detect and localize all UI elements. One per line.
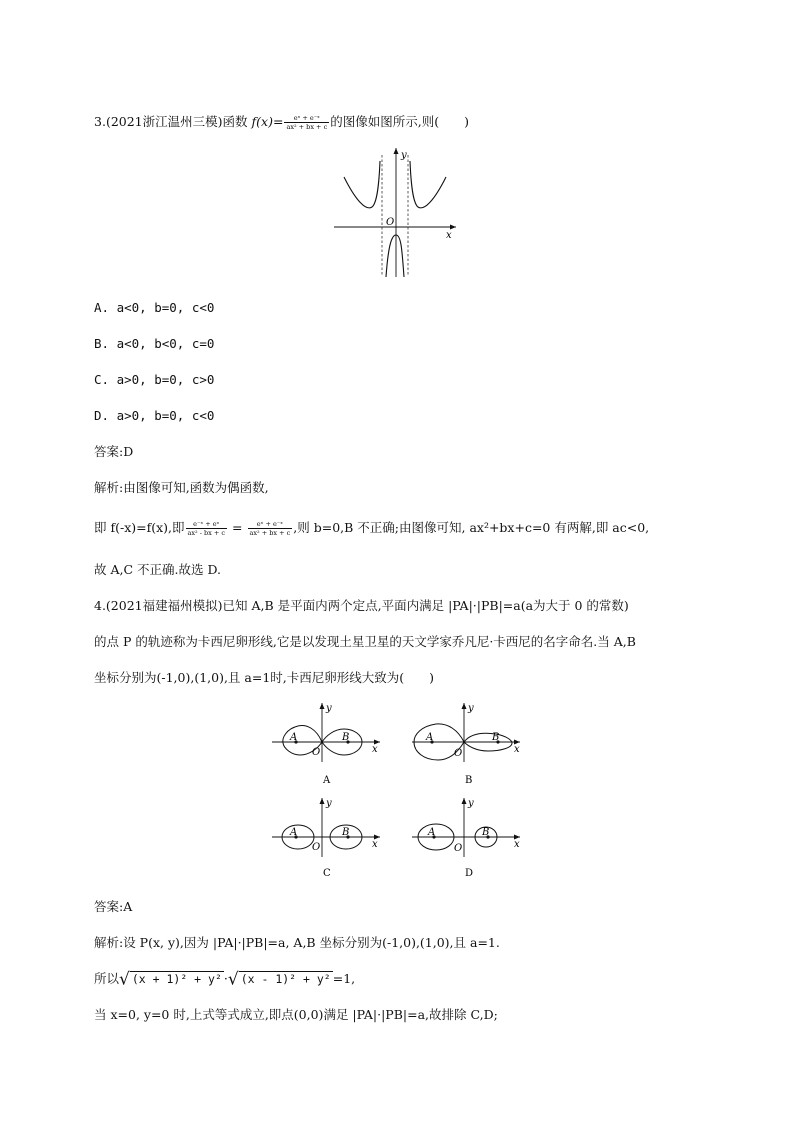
q4-stem-line-1: 4.(2021福建福州模拟)已知 A,B 是平面内两个定点,平面内满足 |PA|·|PB|=a(a为大于 0 的常数) — [94, 598, 629, 613]
q3-option-b-text: a<0, b<0, c=0 — [116, 336, 215, 351]
q3-option-b-key: B. — [94, 336, 117, 351]
q4-c-label-x: x — [372, 839, 378, 850]
q4-analysis-2 — [94, 968, 355, 991]
q3-frac-den: ax² + bx + c — [286, 123, 328, 131]
q4-analysis-2-dot: · — [223, 971, 228, 986]
q3-analysis-frac-1-num: e⁻ˣ + eˣ — [186, 520, 228, 529]
q3-analysis-frac-2 — [248, 520, 293, 537]
q3-answer: 答案:D — [94, 444, 134, 459]
q3-fraction — [284, 114, 329, 131]
q3-option-a-text: a<0, b=0, c<0 — [116, 300, 215, 315]
q4-c-label-y: y — [326, 798, 332, 809]
q4-c-label-o: O — [312, 842, 321, 853]
q4-figure-b — [408, 700, 528, 790]
q4-c-caption: C — [323, 868, 331, 879]
q3-option-d-key: D. — [94, 408, 117, 423]
q4-figure-c — [268, 795, 388, 885]
q3-analysis-frac-2-den: ax² + bx + c — [249, 529, 291, 537]
q4-sqrt-1-body: (x + 1)² + y² — [131, 972, 222, 987]
q4-d-point-b: B — [482, 827, 490, 838]
q3-number: 3. — [94, 114, 106, 129]
q3-analysis-frac-2-num: eˣ + e⁻ˣ — [248, 520, 293, 529]
q4-figure-d — [408, 795, 528, 885]
q4-b-label-x: x — [514, 744, 520, 755]
q3-option-a-key: A. — [94, 300, 117, 315]
q4-b-label-y: y — [468, 703, 474, 714]
q3-option-c — [94, 372, 214, 388]
q4-d-label-o: O — [454, 843, 463, 854]
q3-function: f(x) — [251, 114, 273, 129]
q4-stem-line-3: 坐标分别为(-1,0),(1,0),且 a=1时,卡西尼卵形线大致为( ) — [94, 670, 435, 685]
q4-d-caption: D — [465, 868, 474, 879]
q4-a-label-o: O — [312, 747, 321, 758]
q4-answer: 答案:A — [94, 899, 133, 914]
q4-d-point-a: A — [428, 827, 436, 838]
q4-a-label-x: x — [372, 744, 378, 755]
q4-analysis-2-post: =1, — [332, 971, 356, 986]
q3-analysis-1: 解析:由图像可知,函数为偶函数, — [94, 480, 269, 495]
q3-option-d — [94, 408, 214, 424]
q4-b-caption: B — [465, 775, 473, 786]
q3-analysis-2-p2: ,则 b=0,B 不正确;由图像可知, ax²+bx+c=0 有两解,即 ac<0, — [293, 520, 650, 535]
q4-analysis-2-pre: 所以 — [94, 971, 120, 986]
q4-sqrt-1: √ (x + 1)² + y² — [119, 969, 222, 990]
q4-b-label-o: O — [454, 748, 463, 759]
q3-y-label: y — [401, 150, 407, 161]
q4-d-label-y: y — [468, 798, 474, 809]
q3-x-label: x — [446, 230, 452, 241]
q3-stem-post: 的图像如图所示,则( ) — [330, 114, 469, 129]
q4-b-point-a: A — [426, 732, 434, 743]
q3-frac-num: eˣ + e⁻ˣ — [284, 114, 329, 123]
q4-a-label-y: y — [326, 703, 332, 714]
q3-option-b — [94, 336, 214, 352]
q3-option-c-key: C. — [94, 372, 117, 387]
q4-sqrt-2-body: (x - 1)² + y² — [240, 972, 331, 987]
q4-a-caption: A — [323, 775, 331, 786]
q3-analysis-frac-1-den: ax² - bx + c — [187, 529, 226, 537]
q3-analysis-2 — [94, 520, 649, 537]
q4-d-label-x: x — [514, 839, 520, 850]
q4-sqrt-2: √ (x - 1)² + y² — [227, 969, 331, 990]
q3-stem — [94, 114, 469, 131]
q4-a-point-b: B — [342, 732, 350, 743]
q4-analysis-3: 当 x=0, y=0 时,上式等式成立,即点(0,0)满足 |PA|·|PB|=a,故排除 C,D; — [94, 1007, 498, 1022]
q3-option-c-text: a>0, b=0, c>0 — [116, 372, 215, 387]
q3-option-a — [94, 300, 214, 316]
q4-c-point-a: A — [290, 827, 298, 838]
q3-analysis-2-p1: 即 f(-x)=f(x),即 — [94, 520, 185, 535]
q3-option-d-text: a>0, b=0, c<0 — [116, 408, 215, 423]
q3-source: (2021浙江温州三模) — [105, 114, 223, 129]
q3-analysis-3: 故 A,C 不正确.故选 D. — [94, 562, 222, 577]
q3-analysis-frac-1 — [186, 520, 228, 537]
q3-origin-label: O — [386, 217, 395, 228]
q3-graph — [330, 145, 460, 280]
q4-b-point-b: B — [492, 732, 500, 743]
q4-figure-a — [268, 700, 388, 790]
q3-stem-pre: 函数 — [222, 114, 248, 129]
q4-a-point-a: A — [290, 732, 298, 743]
q4-c-point-b: B — [342, 827, 350, 838]
q3-equals: = — [272, 114, 284, 129]
q3-analysis-2-eq: = — [232, 520, 243, 535]
q4-stem-line-2: 的点 P 的轨迹称为卡西尼卵形线,它是以发现土星卫星的天文学家乔凡尼·卡西尼的名字命名.当 A,B — [94, 634, 636, 649]
q4-analysis-1: 解析:设 P(x, y),因为 |PA|·|PB|=a, A,B 坐标分别为(-1,0),(1,0),且 a=1. — [94, 935, 500, 950]
